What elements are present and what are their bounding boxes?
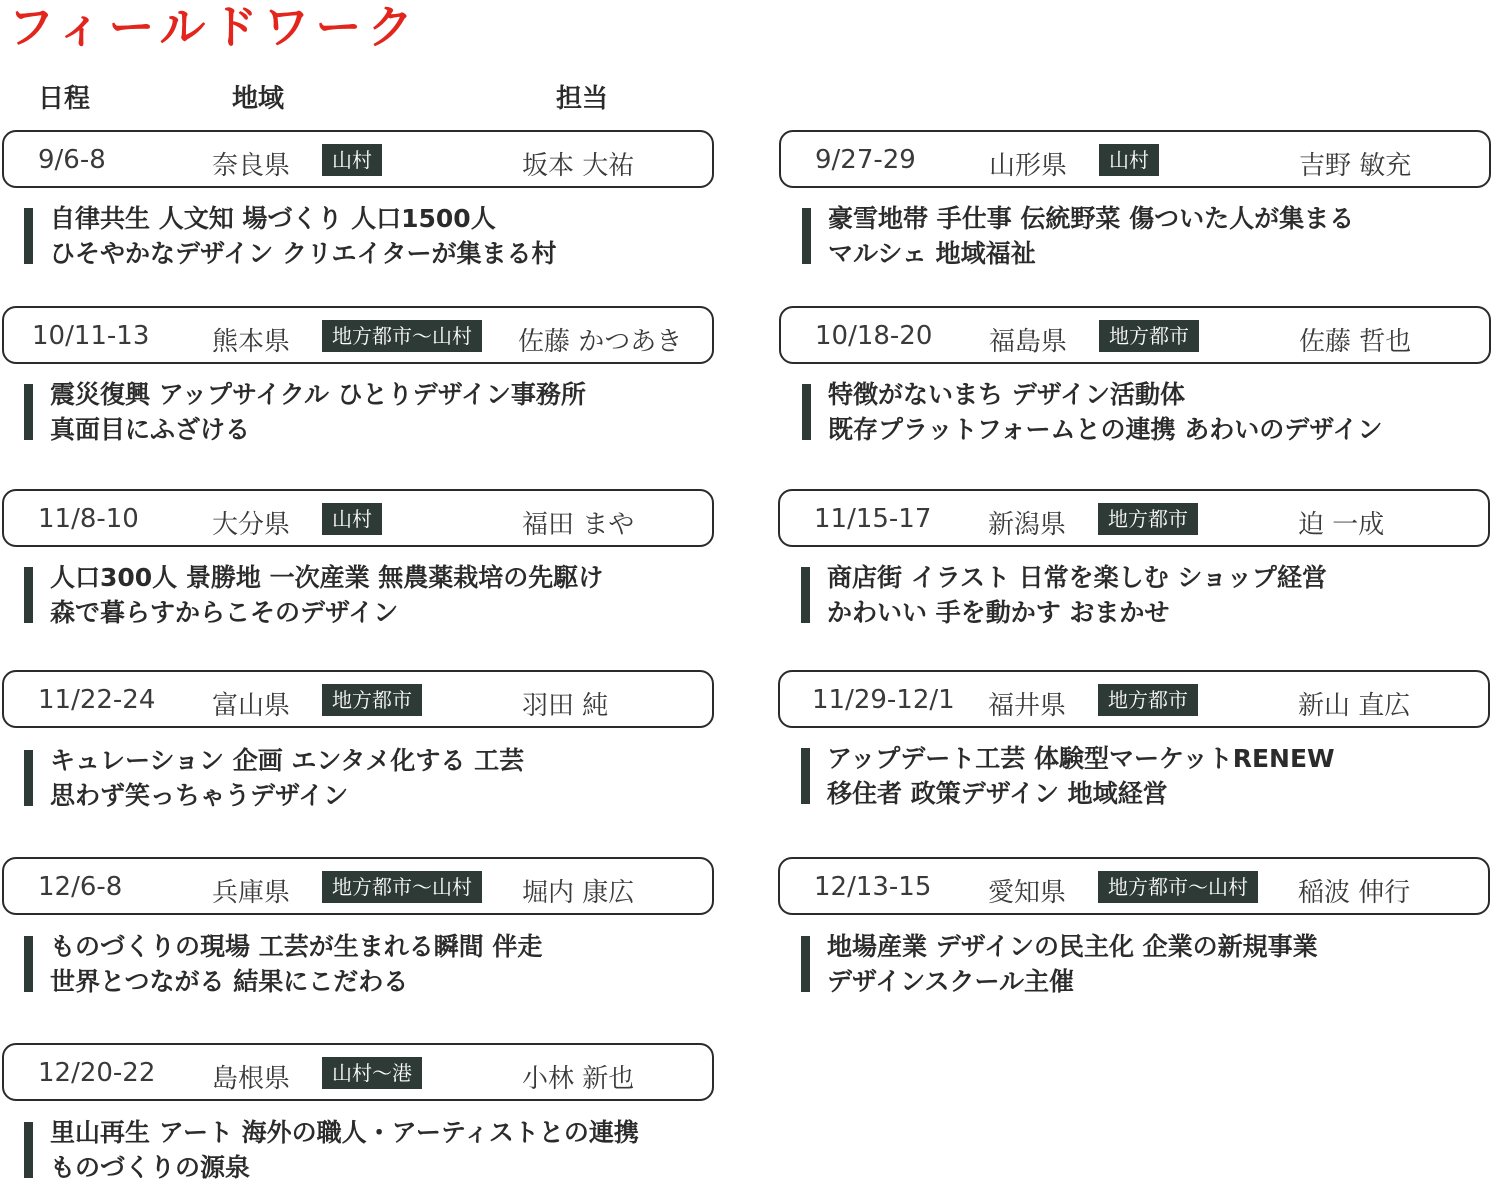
area-type-badge: 地方都市〜山村 <box>1098 871 1258 903</box>
person-name: 福田 まや <box>522 510 635 540</box>
keywords-line: ひそやかなデザイン クリエイターが集まる村 <box>50 239 557 268</box>
schedule-card <box>2 857 714 915</box>
schedule-card <box>778 857 1490 915</box>
keywords-line: 思わず笑っちゃうデザイン <box>50 781 349 810</box>
keywords-block <box>24 748 724 808</box>
schedule-card <box>779 306 1491 364</box>
date: 12/6-8 <box>38 872 123 902</box>
area-type-badge: 地方都市 <box>322 684 422 716</box>
schedule-card <box>2 306 714 364</box>
column-header-person: 担当 <box>556 84 609 114</box>
person-name: 佐藤 かつあき <box>518 327 683 357</box>
schedule-card <box>2 1043 714 1101</box>
prefecture: 山形県 <box>989 151 1068 181</box>
keywords-block <box>24 934 724 994</box>
date: 10/18-20 <box>815 321 933 351</box>
schedule-card <box>779 130 1491 188</box>
area-type-badge: 山村 <box>1099 144 1159 176</box>
keywords-block <box>24 565 724 625</box>
prefecture: 島根県 <box>212 1064 291 1094</box>
person-name: 坂本 大祐 <box>522 151 635 181</box>
keywords-line: 真面目にふざける <box>50 415 251 444</box>
person-name: 迫 一成 <box>1298 510 1385 540</box>
prefecture: 大分県 <box>212 510 291 540</box>
keywords-line: ものづくりの源泉 <box>50 1153 251 1182</box>
keywords-line: 自律共生 人文知 場づくり 人口1500人 <box>50 204 496 233</box>
area-type-badge: 地方都市〜山村 <box>322 871 482 903</box>
keywords-line: かわいい 手を動かす おまかせ <box>827 598 1170 627</box>
keywords-block <box>24 206 724 266</box>
person-name: 佐藤 哲也 <box>1299 327 1412 357</box>
person-name: 堀内 康広 <box>522 878 635 908</box>
keywords-block <box>801 746 1494 806</box>
date: 11/8-10 <box>38 504 139 534</box>
keywords-line: キュレーション 企画 エンタメ化する 工芸 <box>50 746 525 775</box>
date: 9/6-8 <box>38 145 106 175</box>
accent-bar <box>801 936 810 992</box>
keywords-block <box>802 206 1494 266</box>
keywords-block <box>802 382 1494 442</box>
keywords-block <box>24 382 724 442</box>
prefecture: 熊本県 <box>212 327 291 357</box>
schedule-card <box>778 670 1490 728</box>
date: 11/22-24 <box>38 685 156 715</box>
keywords-line: 世界とつながる 結果にこだわる <box>50 967 409 996</box>
accent-bar <box>24 1122 33 1178</box>
date: 11/29-12/1 <box>812 685 955 715</box>
date: 10/11-13 <box>32 321 150 351</box>
keywords-line: アップデート工芸 体験型マーケットRENEW <box>827 744 1335 773</box>
date: 9/27-29 <box>815 145 916 175</box>
keywords-line: 人口300人 景勝地 一次産業 無農薬栽培の先駆け <box>50 563 604 592</box>
accent-bar <box>802 384 811 440</box>
column-header-date: 日程 <box>38 84 91 114</box>
keywords-line: 地場産業 デザインの民主化 企業の新規事業 <box>827 932 1318 961</box>
prefecture: 愛知県 <box>988 878 1067 908</box>
person-name: 小林 新也 <box>522 1064 635 1094</box>
area-type-badge: 地方都市 <box>1098 684 1198 716</box>
accent-bar <box>801 567 810 623</box>
keywords-block <box>801 565 1494 625</box>
area-type-badge: 地方都市〜山村 <box>322 320 482 352</box>
keywords-line: 移住者 政策デザイン 地域経営 <box>827 779 1168 808</box>
keywords-line: 商店街 イラスト 日常を楽しむ ショップ経営 <box>827 563 1327 592</box>
prefecture: 富山県 <box>212 691 291 721</box>
person-name: 吉野 敏充 <box>1299 151 1412 181</box>
area-type-badge: 地方都市 <box>1098 503 1198 535</box>
column-header-region: 地域 <box>232 84 285 114</box>
person-name: 羽田 純 <box>522 691 609 721</box>
keywords-line: デザインスクール主催 <box>827 967 1075 996</box>
keywords-line: 既存プラットフォームとの連携 あわいのデザイン <box>828 415 1383 444</box>
keywords-line: 豪雪地帯 手仕事 伝統野菜 傷ついた人が集まる <box>828 204 1355 233</box>
area-type-badge: 地方都市 <box>1099 320 1199 352</box>
area-type-badge: 山村〜港 <box>322 1057 422 1089</box>
keywords-line: 特徴がないまち デザイン活動体 <box>828 380 1185 409</box>
page-title: フィールドワーク <box>8 0 420 54</box>
keywords-block <box>24 1120 724 1180</box>
keywords-block <box>801 934 1494 994</box>
schedule-card <box>778 489 1490 547</box>
prefecture: 兵庫県 <box>212 878 291 908</box>
person-name: 新山 直広 <box>1298 691 1411 721</box>
accent-bar <box>24 384 33 440</box>
date: 12/13-15 <box>814 872 932 902</box>
keywords-line: 震災復興 アップサイクル ひとりデザイン事務所 <box>50 380 586 409</box>
keywords-line: 森で暮らすからこそのデザイン <box>50 598 399 627</box>
accent-bar <box>24 567 33 623</box>
date: 12/20-22 <box>38 1058 156 1088</box>
area-type-badge: 山村 <box>322 503 382 535</box>
prefecture: 福島県 <box>989 327 1068 357</box>
prefecture: 福井県 <box>988 691 1067 721</box>
accent-bar <box>24 208 33 264</box>
schedule-card <box>2 489 714 547</box>
keywords-line: ものづくりの現場 工芸が生まれる瞬間 伴走 <box>50 932 543 961</box>
schedule-card <box>2 670 714 728</box>
prefecture: 新潟県 <box>988 510 1067 540</box>
accent-bar <box>801 748 810 804</box>
accent-bar <box>24 936 33 992</box>
accent-bar <box>802 208 811 264</box>
keywords-line: 里山再生 アート 海外の職人・アーティストとの連携 <box>50 1118 639 1147</box>
date: 11/15-17 <box>814 504 932 534</box>
accent-bar <box>24 750 33 806</box>
schedule-card <box>2 130 714 188</box>
person-name: 稲波 伸行 <box>1298 878 1411 908</box>
area-type-badge: 山村 <box>322 144 382 176</box>
prefecture: 奈良県 <box>212 151 291 181</box>
keywords-line: マルシェ 地域福祉 <box>828 239 1036 268</box>
